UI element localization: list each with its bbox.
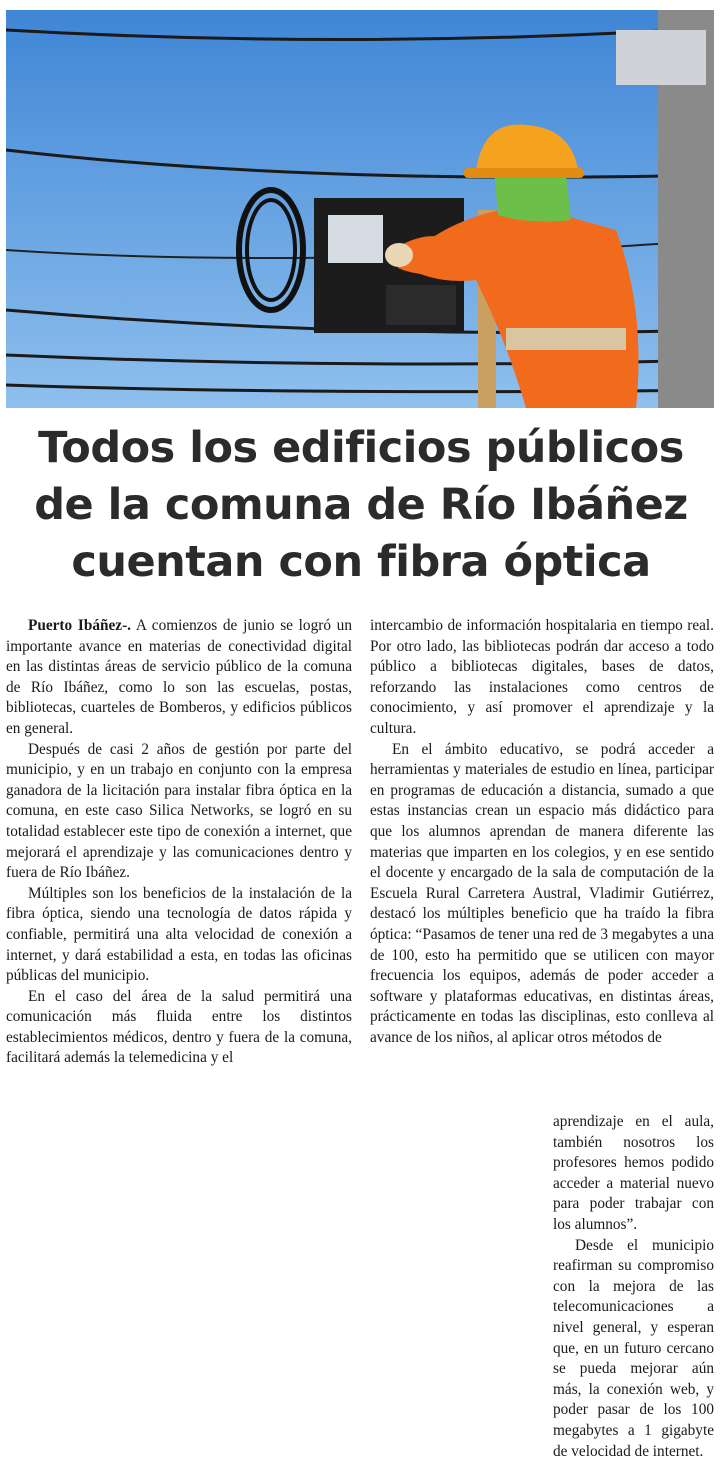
paragraph-2: Después de casi 2 años de gestión por parte del municipio, y en un trabajo en conjunto con la empresa ganadora de la licitación para instalar fibra óptica en la comuna, en este caso Silica Networks, se logró en su totalidad establecer este tipo de conexión a internet, que mejorará el aprendizaje y las comunicaciones dentro y fuera de Río Ibáñez. bbox=[6, 740, 352, 882]
article-column-left bbox=[6, 616, 352, 1069]
paragraph-4-continued: intercambio de información hospitalaria en tiempo real. Por otro lado, las bibliotecas podrán dar acceso a todo público a bibliotecas digitales, bases de datos, reforzando las instalaciones como centros de conocimiento, y así promover el aprendizaje y la cultura. bbox=[370, 617, 714, 737]
article-photo bbox=[6, 10, 714, 408]
paragraph-1 bbox=[6, 616, 352, 740]
article-column-right bbox=[370, 616, 714, 1048]
headline-line-2: de la comuna de Río Ibáñez bbox=[34, 480, 688, 530]
paragraph-5: En el ámbito educativo, se podrá acceder a herramientas y materiales de estudio en línea, participar en programas de educación a distancia, sumado a que estas instancias crean un espacio más didáctico para que los alumnos aprendan de manera diferente las materias que imparten en los colegios, y en ese sentido el docente y encargado de la sala de computación de la Escuela Rural Carretera Austral, Vladimir Gutiérrez, destacó los múltiples beneficio que ha traído la fibra óptica: “Pasamos de tener una red de 3 megabytes a una de 100, esto ha permitido que se utilicen con mayor frecuencia los equipos, además de poder acceder a software y plataformas educativas, en distintas áreas, prácticamente en todas las disciplinas, esto conlleva al avance de los niños, al aplicar otros métodos de bbox=[370, 740, 714, 1046]
headline-line-1: Todos los edificios públicos bbox=[38, 423, 684, 473]
paragraph-5-continued: aprendizaje en el aula, también nosotros los profesores hemos podido acceder a material nuevo para poder trabajar con los alumnos”. bbox=[553, 1113, 714, 1233]
dateline: Puerto Ibáñez-. bbox=[28, 617, 131, 634]
paragraph-1-text: A comienzos de junio se logró un importante avance en materias de conectividad digital en las distintas áreas de servicio público de la comuna de Río Ibáñez, como lo son las escuelas, postas, bibliotecas, cuarteles de Bomberos, y edificios públicos en general. bbox=[6, 617, 352, 737]
headline-line-3: cuentan con fibra óptica bbox=[71, 537, 651, 587]
article-column-narrow bbox=[553, 1112, 714, 1462]
paragraph-4: En el caso del área de la salud permitirá una comunicación más fluida entre los distintos establecimientos médicos, dentro y fuera de la comuna, facilitará además la telemedicina y el bbox=[6, 987, 352, 1067]
technician-on-utility-pole-icon bbox=[6, 10, 714, 408]
headline bbox=[0, 420, 722, 591]
paragraph-6: Desde el municipio reafirman su compromiso con la mejora de las telecomunicaciones a nivel general, y esperan que, en un futuro cercano se pueda mejorar aún más, la conexión web, y poder pasar de los 100 megabytes a 1 gigabyte de velocidad de internet. bbox=[553, 1236, 714, 1460]
paragraph-3: Múltiples son los beneficios de la instalación de la fibra óptica, siendo una tecnología de datos rápida y confiable, permitirá una alta velocidad de conexión a internet, y dará estabilidad a esta, en todas las oficinas públicas del municipio. bbox=[6, 884, 352, 985]
